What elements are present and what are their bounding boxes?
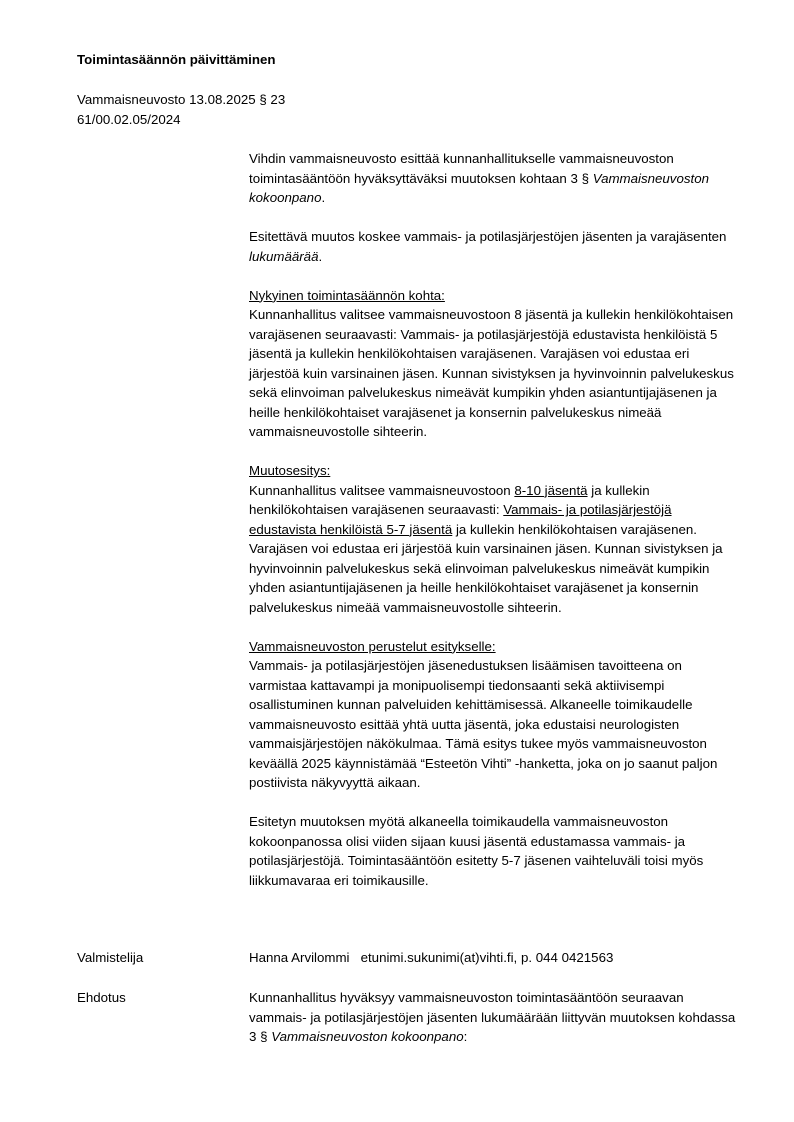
intro-paragraph (249, 149, 739, 208)
current-rule-section (249, 286, 739, 442)
motion-section-name: Vammaisneuvoston kokoonpano (271, 1029, 464, 1044)
meeting-info (77, 90, 285, 129)
change-italic: lukumäärää (249, 248, 319, 264)
proposal-underline-2: Vammais- ja potilasjärjestöjä edustavista henkilöistä 5-7 jäsentä (249, 502, 672, 537)
reasons-section (249, 637, 739, 793)
change-end: . (318, 248, 323, 264)
meeting-reference: Vammaisneuvosto 13.08.2025 § 23 (77, 92, 286, 107)
proposal-underline-1: 8-10 jäsentä (514, 482, 588, 498)
main-text (249, 149, 739, 910)
proposal-heading: Muutosesitys: (249, 463, 331, 478)
preparer-contact: etunimi.sukunimi(at)vihti.fi, p. 044 0421563 (360, 950, 614, 965)
effect-paragraph: Esitetyn muutoksen myötä alkaneella toimikaudella vammaisneuvoston kokoonpanossa olisi viiden sijaan kuusi jäsentä edustamassa vammais- ja potilasjärjestöjä. Toimintasääntöön esitetty 5-7 jäsenen vaihteluväli toisi myös liikkumavaraa eri toimikausille. (249, 814, 704, 888)
current-rule-heading: Nykyinen toimintasäännön kohta: (249, 287, 445, 303)
proposal-section (249, 461, 739, 617)
page-title: Toimintasäännön päivittäminen (77, 52, 276, 67)
proposal-part-2: ja kullekin henkilökohtaisen varajäsenen seuraavasti: (249, 482, 650, 517)
current-rule-text: Kunnanhallitus valitsee vammaisneuvostoon 8 jäsentä ja kullekin henkilökohtaisen varajäsenen seuraavasti: Vammais- ja potilasjärjestöjä edustavista henkilöistä 5 jäsentä ja kullekin henkilökohtaisen varajäsenen. Varajäsen voi edustaa eri järjestöä kuin varsinainen jäsen. Kunnan sivistyksen ja hyvinvoinnin palvelukeskus sekä elinvoiman palvelukeskus nimeävät kumpikin yhden asiantuntijajäsenen ja heille henkilökohtaiset varajäsenet ja konsernin palvelukeskus nimeää vammaisneuvostolle sihteerin. (249, 307, 734, 439)
change-text: Esitettävä muutos koskee vammais- ja potilasjärjestöjen jäsenten ja varajäsenten (249, 229, 727, 244)
intro-text: Vihdin vammaisneuvosto esittää kunnanhallitukselle vammaisneuvoston toimintasääntöön hyväksyttäväksi muutoksen kohtaan 3 § (249, 151, 674, 186)
proposal-text (249, 481, 739, 618)
intro-end: . (321, 190, 326, 205)
motion-label: Ehdotus (77, 990, 126, 1005)
preparer-value (249, 948, 739, 968)
motion-text: Kunnanhallitus hyväksyy vammaisneuvoston toimintasääntöön seuraavan vammais- ja potilasjärjestöjen jäsenten lukumäärään liittyvän muutoksen kohdassa 3 § (249, 990, 736, 1044)
change-paragraph (249, 227, 739, 266)
motion-end: : (463, 1029, 468, 1044)
motion-value (249, 988, 739, 1047)
proposal-part-1: Kunnanhallitus valitsee vammaisneuvostoon (249, 482, 515, 498)
proposal-part-3: ja kullekin henkilökohtaisen varajäsenen. Varajäsen voi edustaa eri järjestöä kuin varsinainen jäsen. Kunnan sivistyksen ja hyvinvoinnin palvelukeskus sekä elinvoiman palvelukeskus nimeävät kumpikin yhden asiantuntijajäsenen ja heille henkilökohtaiset varajäsenet ja konsernin palvelukeskus nimeää vammaisneuvostolle sihteerin. (249, 521, 723, 615)
reasons-heading: Vammaisneuvoston perustelut esitykselle: (249, 638, 496, 654)
intro-section-name: Vammaisneuvoston kokoonpano (249, 170, 709, 205)
record-number: 61/00.02.05/2024 (77, 111, 181, 127)
preparer-name: Hanna Arvilommi (249, 950, 350, 965)
reasons-text: Vammais- ja potilasjärjestöjen jäsenedustuksen lisäämisen tavoitteena on varmistaa kattavampi ja monipuolisempi tiedonsaanti sekä aktiivisempi osallistuminen kunnan palveluiden kehittämisessä. Alkaneelle toimikaudelle vammaisneuvosto esittää yhtä uutta jäsentä, joka edustaisi neurologisten vammaisjärjestöjen näkökulmaa. Tämä esitys tukee myös vammaisneuvoston keväällä 2025 käynnistämää “Esteetön Vihti” -hanketta, joka on jo saanut paljon postiivista näkyvyyttä aikaan. (249, 658, 718, 790)
preparer-label: Valmistelija (77, 950, 144, 965)
